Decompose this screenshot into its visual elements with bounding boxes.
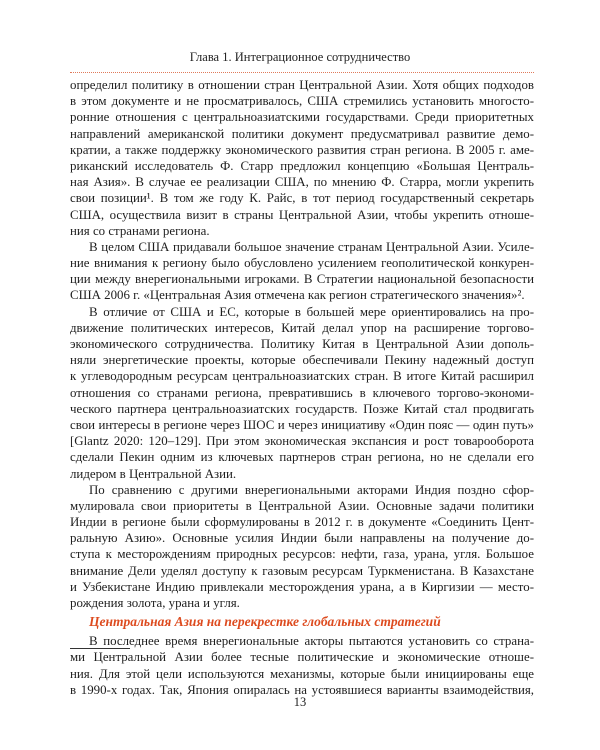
section-heading: Центральная Азия на перекрестке глобальных стратегий bbox=[89, 614, 441, 630]
text-line: ная Азия». В случае ее реализации США, по мнению Ф. Старра, могли укрепить bbox=[70, 175, 534, 190]
text-line: риканский исследователь Ф. Старр предложил концепцию «Большая Централь- bbox=[70, 158, 534, 173]
paragraphs-before-heading bbox=[70, 77, 534, 611]
text-line: США, осуществила визит в страны Центральной Азии, чтобы укрепить отноше- bbox=[70, 207, 534, 222]
text-line: ческого партнера центральноазиатских государств. Позже Китай стал продвигать bbox=[70, 401, 534, 416]
text-line: сделали Пекин одним из ключевых партнеров стран региона, но не сделали его bbox=[70, 450, 534, 465]
text-line: ции между внерегиональными игроками. В Стратегии национальной безопасности bbox=[70, 272, 534, 287]
text-line: кратии, а также поддержку экономического развития стран региона. В 2005 г. аме- bbox=[70, 142, 534, 157]
text-line: определил политику в отношении стран Центральной Азии. Хотя общих подходов bbox=[70, 78, 534, 92]
text-line: к углеводородным ресурсам центральноазиатских стран. В итоге Китай расширил bbox=[70, 369, 534, 384]
text-line: ми Центральной Азии более тесные политические и экономические отноше- bbox=[70, 650, 534, 665]
text-line: [Glantz 2020: 120–129]. При этом экономическая экспансия и рост товарооборота bbox=[70, 434, 534, 449]
running-head: Глава 1. Интеграционное сотрудничество bbox=[189, 50, 411, 64]
text-line: направлений американской политики документ предусматривал развитие демо- bbox=[70, 126, 534, 141]
text-line: мулировала свои приоритеты в Центральной Азии. Основные задачи политики bbox=[70, 498, 534, 513]
text-line: внимание Дели уделял доступу к газовым ресурсам Туркменистана. В Казахстане bbox=[70, 563, 534, 578]
text-line: няли энергетические проекты, которые обеспечивали Пекину надежный доступ bbox=[70, 353, 534, 368]
body-text bbox=[70, 77, 534, 698]
text-line: ступа к месторождениям природных ресурсов: нефти, газа, урана, угля. Большое bbox=[70, 547, 534, 562]
text-line: движение политических интересов, Китай делал упор на расширение торгово- bbox=[70, 320, 534, 335]
text-line: свои интересы в регионе через ШОС и через инициативу «Один пояс — один путь» bbox=[70, 417, 534, 432]
text-line: В последнее время внерегиональные акторы пытаются установить со страна- bbox=[89, 634, 534, 649]
text-line: экономического сотрудничества. Политику Китая в Центральной Азии дополь- bbox=[70, 337, 534, 351]
text-line: США 2006 г. «Центральная Азия отмечена как регион стратегического значения»². bbox=[70, 288, 525, 303]
text-line: Индии в регионе были сформулированы в 2012 г. в документе «Соединить Цент- bbox=[70, 515, 534, 530]
text-line: ние внимания к региону было обусловлено усилением геополитической конкурен- bbox=[70, 256, 534, 271]
text-line: и Узбекистане Индию привлекали месторождения урана, а в Киргизии — место- bbox=[70, 579, 534, 594]
text-line: ронние отношения с центральноазиатскими государствами. Среди приоритетных bbox=[70, 110, 534, 125]
paragraphs-after-heading bbox=[70, 633, 534, 698]
text-line: ральную Азию». Основные усилия Индии были направлены на получение до- bbox=[70, 531, 534, 546]
text-line: в этом документе и не просматривалось, США стремились установить многосто- bbox=[70, 94, 534, 109]
text-line: По сравнению с другими внерегиональными акторами Индия поздно сфор- bbox=[89, 482, 534, 497]
text-line: В отличие от США и ЕС, которые в большей мере ориентировались на про- bbox=[89, 304, 534, 319]
header-rule bbox=[70, 72, 534, 73]
text-line: отношения со странами региона, превратившись в ключевого торгово-экономи- bbox=[70, 385, 534, 400]
page-number: 13 bbox=[293, 695, 307, 709]
text-line: рождения золота, урана и угля. bbox=[70, 596, 240, 610]
text-line: ния. Для этой цели используются механизмы, которые были инициированы еще bbox=[70, 666, 534, 681]
text-line: ния со странами региона. bbox=[70, 223, 210, 238]
text-line: лидером в Центральной Азии. bbox=[70, 466, 237, 481]
footnote-separator bbox=[70, 648, 130, 649]
text-line: свои позиции¹. В том же году К. Райс, в тот период государственный секретарь bbox=[70, 191, 534, 206]
text-line: в 1990-х годах. Так, Япония опиралась на устоявшиеся варианты взаимодействия, bbox=[70, 682, 534, 697]
text-line: В целом США придавали большое значение странам Центральной Азии. Усиле- bbox=[89, 239, 534, 254]
